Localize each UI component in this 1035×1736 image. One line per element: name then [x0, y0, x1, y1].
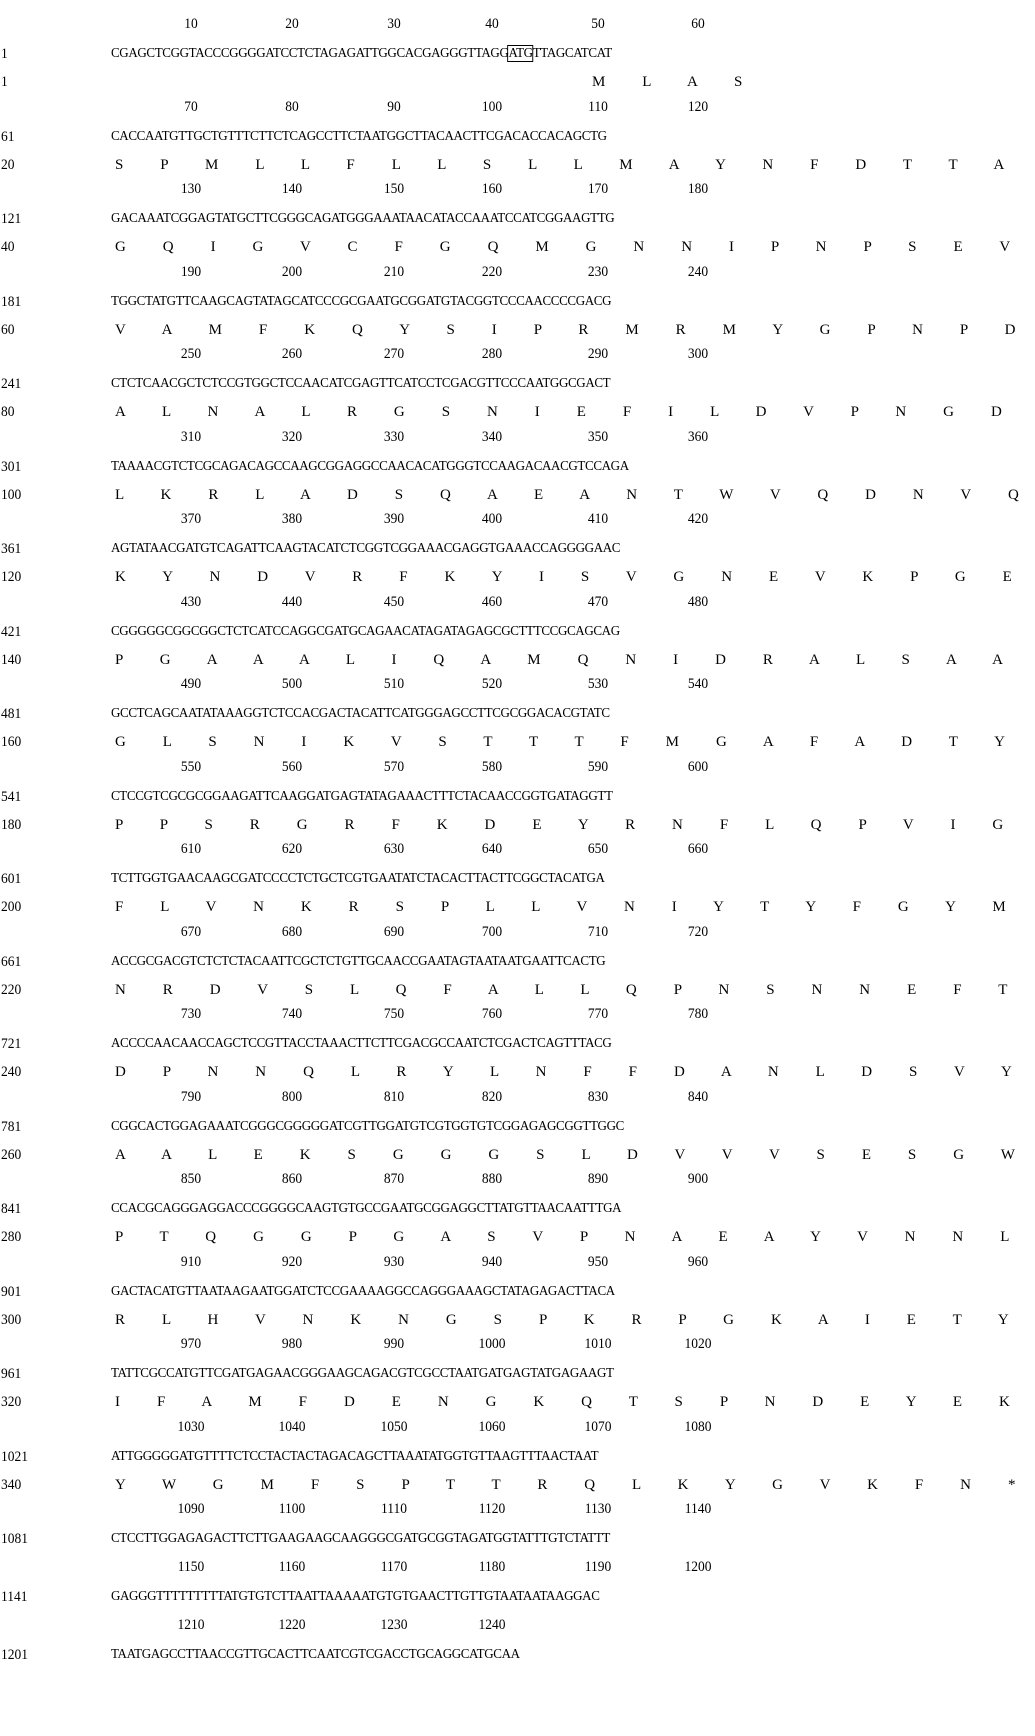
tick-label: 960 [687, 1254, 709, 1270]
protein-position: 100 [1, 487, 22, 503]
dna-row [0, 1585, 800, 1613]
tick-label: 430 [180, 594, 202, 610]
tick-label: 160 [481, 181, 503, 197]
tick-label: 10 [184, 16, 198, 32]
sequence-block [0, 920, 1024, 1003]
dna-position: 781 [1, 1119, 22, 1135]
dna-position: 241 [1, 376, 22, 392]
dna-row [0, 1032, 800, 1060]
dna-sequence: CTCTCAACGCTCTCCGTGGCTCCAACATCGAGTTCATCCTCGACGTTCCCAATGGCGACT [111, 376, 611, 391]
tick-label: 190 [180, 264, 202, 280]
protein-position: 180 [1, 817, 22, 833]
position-ticks [0, 755, 800, 783]
position-ticks [0, 590, 800, 618]
position-ticks [0, 1497, 800, 1525]
dna-row [0, 125, 800, 153]
tick-label: 910 [180, 1254, 202, 1270]
position-ticks [0, 1002, 800, 1030]
sequence-block [0, 260, 1033, 343]
tick-label: 630 [383, 841, 405, 857]
tick-label: 210 [383, 264, 405, 280]
tick-label: 510 [383, 676, 405, 692]
tick-label: 1180 [478, 1559, 506, 1575]
tick-label: 640 [481, 841, 503, 857]
tick-label: 750 [383, 1006, 405, 1022]
tick-label: 800 [281, 1089, 303, 1105]
tick-label: 890 [587, 1171, 609, 1187]
dna-sequence [111, 44, 697, 64]
tick-label: 280 [481, 346, 503, 362]
protein-position: 40 [1, 239, 15, 255]
dna-row [0, 1362, 800, 1390]
tick-label: 880 [481, 1171, 503, 1187]
tick-label: 230 [587, 264, 609, 280]
tick-label: 920 [281, 1254, 303, 1270]
tick-label: 710 [587, 924, 609, 940]
amino-acid-sequence: A L N A L R G S N I E F I L D V P N G D [115, 404, 1019, 420]
dna-sequence: TCTTGGTGAACAAGCGATCCCCTCTGCTCGTGAATATCTACACTTACTTCGGCTACATGA [111, 871, 605, 886]
protein-row [0, 730, 1022, 758]
protein-row [0, 1390, 1027, 1418]
dna-sequence: TAAAACGTCTCGCAGACAGCCAAGCGGAGGCCAACACATGGGTCCAAGACAACGTCCAGA [111, 459, 629, 474]
tick-label: 810 [383, 1089, 405, 1105]
protein-position: 200 [1, 899, 22, 915]
tick-label: 320 [281, 429, 303, 445]
sequence-block [0, 672, 1022, 755]
dna-sequence: CGGGGGCGGCGGCTCTCATCCAGGCGATGCAGAACATAGATAGAGCGCTTTCCGCAGCAG [111, 624, 620, 639]
protein-row [0, 235, 1027, 263]
tick-label: 500 [281, 676, 303, 692]
dna-position: 601 [1, 871, 22, 887]
dna-sequence: CACCAATGTTGCTGTTTCTTCTCAGCCTTCTAATGGCTTACAACTTCGACACCACAGCTG [111, 129, 607, 144]
protein-position: 1 [1, 74, 8, 90]
tick-label: 120 [687, 99, 709, 115]
dna-position: 1021 [1, 1449, 28, 1465]
sequence-block [0, 1002, 1029, 1085]
dna-sequence: GCCTCAGCAATATAAAGGTCTCCACGACTACATTCATGGGAGCCTTCGCGGACACGTATC [111, 706, 610, 721]
protein-row [0, 400, 1019, 428]
tick-label: 170 [587, 181, 609, 197]
dna-row [0, 1197, 800, 1225]
tick-label: 650 [587, 841, 609, 857]
tick-label: 90 [387, 99, 401, 115]
tick-label: 180 [687, 181, 709, 197]
dna-position: 1 [1, 46, 8, 62]
sequence-block [0, 1085, 1032, 1168]
tick-label: 100 [481, 99, 503, 115]
dna-sequence: AGTATAACGATGTCAGATTCAAGTACATCTCGGTCGGAAACGAGGTGAAACCAGGGGAAC [111, 541, 621, 556]
tick-label: 1000 [478, 1336, 506, 1352]
position-ticks [0, 920, 800, 948]
sequence-block [0, 177, 1027, 260]
start-codon-box: ATG [508, 46, 533, 61]
protein-position: 280 [1, 1229, 22, 1245]
protein-position: 140 [1, 652, 22, 668]
sequence-block [0, 1415, 1033, 1498]
sequence-block [0, 507, 1029, 590]
position-ticks [0, 12, 800, 40]
tick-label: 1100 [278, 1501, 306, 1517]
sequence-block [0, 837, 1023, 920]
dna-sequence: CCACGCAGGGAGGACCCGGGGCAAGTGTGCCGAATGCGGAGGCTTATGTTAACAATTTGA [111, 1201, 622, 1216]
tick-label: 850 [180, 1171, 202, 1187]
amino-acid-sequence: G L S N I K V S T T T F M G A F A D T Y [115, 734, 1022, 750]
tick-label: 1200 [684, 1559, 712, 1575]
tick-label: 130 [180, 181, 202, 197]
dna-position: 1081 [1, 1531, 28, 1547]
tick-label: 1020 [684, 1336, 712, 1352]
dna-sequence: TAATGAGCCTTAACCGTTGCACTTCAATCGTCGACCTGCAGGCATGCAA [111, 1647, 520, 1662]
protein-row [0, 565, 1029, 593]
dna-row [0, 867, 800, 895]
dna-row [0, 1280, 800, 1308]
tick-label: 1060 [478, 1419, 506, 1435]
tick-label: 310 [180, 429, 202, 445]
tick-label: 1190 [584, 1559, 612, 1575]
protein-row [0, 895, 1023, 923]
tick-label: 380 [281, 511, 303, 527]
dna-sequence: GACAAATCGGAGTATGCTTCGGGCAGATGGGAAATAACATACCAAATCCATCGGAAGTTG [111, 211, 615, 226]
dna-sequence: ACCCCAACAACCAGCTCCGTTACCTAAACTTCTTCGACGCCAATCTCGACTCAGTTTACG [111, 1036, 612, 1051]
position-ticks [0, 260, 800, 288]
dna-sequence: CTCCTTGGAGAGACTTCTTGAAGAAGCAAGGGCGATGCGGTAGATGGTATTTGTCTATTT [111, 1531, 610, 1546]
sequence-block [0, 590, 1020, 673]
dna-position: 721 [1, 1036, 22, 1052]
tick-label: 970 [180, 1336, 202, 1352]
amino-acid-sequence: A A L E K S G G G S L D V V V S E S G W [115, 1147, 1032, 1163]
tick-label: 1160 [278, 1559, 306, 1575]
dna-row [0, 950, 800, 978]
tick-label: 1230 [380, 1617, 408, 1633]
tick-label: 730 [180, 1006, 202, 1022]
dna-position: 301 [1, 459, 22, 475]
amino-acid-sequence: N R D V S L Q F A L L Q P N S N N E F T [115, 982, 1024, 998]
tick-label: 300 [687, 346, 709, 362]
tick-label: 940 [481, 1254, 503, 1270]
tick-label: 720 [687, 924, 709, 940]
sequence-block [0, 425, 1035, 508]
tick-label: 30 [387, 16, 401, 32]
dna-row [0, 1115, 800, 1143]
tick-label: 520 [481, 676, 503, 692]
protein-position: 120 [1, 569, 22, 585]
dna-position: 901 [1, 1284, 22, 1300]
tick-label: 140 [281, 181, 303, 197]
tick-label: 350 [587, 429, 609, 445]
dna-row [0, 1527, 800, 1555]
tick-label: 690 [383, 924, 405, 940]
tick-label: 440 [281, 594, 303, 610]
tick-label: 470 [587, 594, 609, 610]
tick-label: 450 [383, 594, 405, 610]
sequence-block [0, 342, 1019, 425]
dna-row [0, 455, 800, 483]
tick-label: 270 [383, 346, 405, 362]
dna-sequence-part: TTAGCATCAT [532, 46, 612, 61]
position-ticks [0, 1613, 800, 1641]
tick-label: 1050 [380, 1419, 408, 1435]
dna-sequence: CTCCGTCGCGCGGAAGATTCAAGGATGAGTATAGAAACTTTCTACAACCGGTGATAGGTT [111, 789, 613, 804]
dna-position: 961 [1, 1366, 22, 1382]
tick-label: 220 [481, 264, 503, 280]
tick-label: 1130 [584, 1501, 612, 1517]
dna-row [0, 702, 800, 730]
protein-position: 240 [1, 1064, 22, 1080]
dna-sequence: ATTGGGGGATGTTTTCTCCTACTACTAGACAGCTTAAATATGGTGTTAAGTTTAACTAAT [111, 1449, 599, 1464]
position-ticks [0, 342, 800, 370]
sequence-block [0, 12, 800, 95]
protein-position: 160 [1, 734, 22, 750]
tick-label: 1110 [380, 1501, 407, 1517]
tick-label: 150 [383, 181, 405, 197]
tick-label: 460 [481, 594, 503, 610]
dna-row [0, 785, 800, 813]
tick-label: 980 [281, 1336, 303, 1352]
tick-label: 700 [481, 924, 503, 940]
tick-label: 580 [481, 759, 503, 775]
dna-row [0, 290, 800, 318]
dna-position: 121 [1, 211, 22, 227]
tick-label: 660 [687, 841, 709, 857]
position-ticks [0, 1415, 800, 1443]
tick-label: 900 [687, 1171, 709, 1187]
dna-position: 421 [1, 624, 22, 640]
tick-label: 760 [481, 1006, 503, 1022]
tick-label: 670 [180, 924, 202, 940]
protein-position: 60 [1, 322, 15, 338]
tick-label: 1010 [584, 1336, 612, 1352]
amino-acid-sequence: V A M F K Q Y S I P R M R M Y G P N P D [115, 322, 1033, 338]
amino-acid-sequence: K Y N D V R F K Y I S V G N E V K P G E [115, 569, 1029, 585]
tick-label: 390 [383, 511, 405, 527]
tick-label: 410 [587, 511, 609, 527]
tick-label: 840 [687, 1089, 709, 1105]
tick-label: 420 [687, 511, 709, 527]
dna-row [0, 620, 800, 648]
protein-position: 20 [1, 157, 15, 173]
dna-position: 61 [1, 129, 15, 145]
position-ticks [0, 672, 800, 700]
tick-label: 360 [687, 429, 709, 445]
protein-position: 300 [1, 1312, 22, 1328]
dna-position: 541 [1, 789, 22, 805]
tick-label: 820 [481, 1089, 503, 1105]
protein-position: 260 [1, 1147, 22, 1163]
protein-row [0, 1060, 1029, 1088]
dna-sequence: ACCGCGACGTCTCTCTACAATTCGCTCTGTTGCAACCGAATAGTAATAATGAATTCACTG [111, 954, 606, 969]
protein-position: 340 [1, 1477, 22, 1493]
protein-row [0, 1225, 1026, 1253]
dna-row [0, 372, 800, 400]
amino-acid-sequence: L K R L A D S Q A E A N T W V Q D N V Q [115, 487, 1035, 503]
tick-label: 110 [588, 99, 608, 115]
tick-label: 480 [687, 594, 709, 610]
amino-acid-sequence: D P N N Q L R Y L N F F D A N L D S V Y [115, 1064, 1029, 1080]
amino-acid-sequence: P T Q G G P G A S V P N A E A Y V N N L [115, 1229, 1026, 1245]
dna-sequence-part: CGAGCTCGGTACCCGGGGATCCTCTAGAGATTGGCACGAGGGTTAGG [111, 46, 509, 61]
tick-label: 400 [481, 511, 503, 527]
protein-position: 80 [1, 404, 15, 420]
tick-label: 1210 [177, 1617, 205, 1633]
tick-label: 550 [180, 759, 202, 775]
tick-label: 600 [687, 759, 709, 775]
tick-label: 950 [587, 1254, 609, 1270]
sequence-block [0, 95, 1021, 178]
tick-label: 490 [180, 676, 202, 692]
tick-label: 570 [383, 759, 405, 775]
tick-label: 60 [691, 16, 705, 32]
tick-label: 370 [180, 511, 202, 527]
tick-label: 1150 [177, 1559, 205, 1575]
tick-label: 260 [281, 346, 303, 362]
dna-row [0, 1445, 800, 1473]
tick-label: 680 [281, 924, 303, 940]
tick-label: 530 [587, 676, 609, 692]
dna-position: 661 [1, 954, 22, 970]
tick-label: 240 [687, 264, 709, 280]
amino-acid-sequence: Y W G M F S P T T R Q L K Y G V K F N * [115, 1477, 1033, 1493]
dna-position: 1141 [1, 1589, 28, 1605]
tick-label: 1170 [380, 1559, 408, 1575]
position-ticks [0, 1167, 800, 1195]
position-ticks [0, 95, 800, 123]
sequence-block [0, 1250, 1026, 1333]
dna-sequence: CGGCACTGGAGAAATCGGGCGGGGGATCGTTGGATGTCGTGGTGTCGGAGAGCGGTTGGC [111, 1119, 624, 1134]
tick-label: 830 [587, 1089, 609, 1105]
tick-label: 610 [180, 841, 202, 857]
protein-position: 220 [1, 982, 22, 998]
sequence-block [0, 1332, 1027, 1415]
dna-position: 361 [1, 541, 22, 557]
tick-label: 250 [180, 346, 202, 362]
position-ticks [0, 425, 800, 453]
tick-label: 740 [281, 1006, 303, 1022]
position-ticks [0, 1332, 800, 1360]
tick-label: 930 [383, 1254, 405, 1270]
position-ticks [0, 1250, 800, 1278]
tick-label: 1090 [177, 1501, 205, 1517]
tick-label: 80 [285, 99, 299, 115]
dna-position: 841 [1, 1201, 22, 1217]
amino-acid-sequence: P P S R G R F K D E Y R N F L Q P V I G [115, 817, 1020, 833]
dna-position: 1201 [1, 1647, 28, 1663]
dna-row [0, 1643, 800, 1671]
tick-label: 1040 [278, 1419, 306, 1435]
tick-label: 590 [587, 759, 609, 775]
tick-label: 620 [281, 841, 303, 857]
amino-acid-sequence: S P M L L F L L S L L M A Y N F D T T A [115, 157, 1021, 173]
position-ticks [0, 1085, 800, 1113]
tick-label: 1030 [177, 1419, 205, 1435]
amino-acid-sequence: I F A M F D E N G K Q T S P N D E Y E K [115, 1394, 1027, 1410]
tick-label: 870 [383, 1171, 405, 1187]
position-ticks [0, 507, 800, 535]
protein-position: 320 [1, 1394, 22, 1410]
tick-label: 1240 [478, 1617, 506, 1633]
protein-row [0, 70, 800, 98]
dna-position: 181 [1, 294, 22, 310]
tick-label: 1120 [478, 1501, 506, 1517]
tick-label: 560 [281, 759, 303, 775]
position-ticks [0, 177, 800, 205]
sequence-block [0, 755, 1020, 838]
tick-label: 790 [180, 1089, 202, 1105]
tick-label: 50 [591, 16, 605, 32]
amino-acid-sequence: F L V N K R S P L L V N I Y T Y F G Y M [115, 899, 1023, 915]
tick-label: 860 [281, 1171, 303, 1187]
dna-row [0, 42, 800, 70]
tick-label: 20 [285, 16, 299, 32]
dna-sequence: TGGCTATGTTCAAGCAGTATAGCATCCCGCGAATGCGGATGTACGGTCCCAACCCCGACG [111, 294, 612, 309]
position-ticks [0, 1555, 800, 1583]
tick-label: 770 [587, 1006, 609, 1022]
dna-sequence: TATTCGCCATGTTCGATGAGAACGGGAAGCAGACGTCGCCTAATGATGAGTATGAGAAGT [111, 1366, 614, 1381]
sequence-block [0, 1167, 1026, 1250]
dna-row [0, 537, 800, 565]
tick-label: 540 [687, 676, 709, 692]
tick-label: 1140 [684, 1501, 712, 1517]
tick-label: 1220 [278, 1617, 306, 1633]
amino-acid-sequence: G Q I G V C F G Q M G N N I P N P S E V [115, 239, 1027, 255]
dna-position: 481 [1, 706, 22, 722]
amino-acid-sequence: M L A S [592, 74, 759, 90]
sequence-block [0, 1613, 800, 1696]
dna-sequence: GACTACATGTTAATAAGAATGGATCTCCGAAAAGGCCAGGGAAAGCTATAGAGACTTACA [111, 1284, 615, 1299]
tick-label: 780 [687, 1006, 709, 1022]
tick-label: 330 [383, 429, 405, 445]
dna-sequence: GAGGGTTTTTTTTTATGTGTCTTAATTAAAAATGTGTGAACTTGTTGTAATAATAAGGAC [111, 1589, 600, 1604]
tick-label: 1080 [684, 1419, 712, 1435]
tick-label: 1070 [584, 1419, 612, 1435]
position-ticks [0, 837, 800, 865]
tick-label: 40 [485, 16, 499, 32]
tick-label: 290 [587, 346, 609, 362]
amino-acid-sequence: R L H V N K N G S P K R P G K A I E T Y [115, 1312, 1026, 1328]
dna-row [0, 207, 800, 235]
amino-acid-sequence: P G A A A L I Q A M Q N I D R A L S A A [115, 652, 1020, 668]
tick-label: 200 [281, 264, 303, 280]
tick-label: 990 [383, 1336, 405, 1352]
tick-label: 70 [184, 99, 198, 115]
tick-label: 340 [481, 429, 503, 445]
